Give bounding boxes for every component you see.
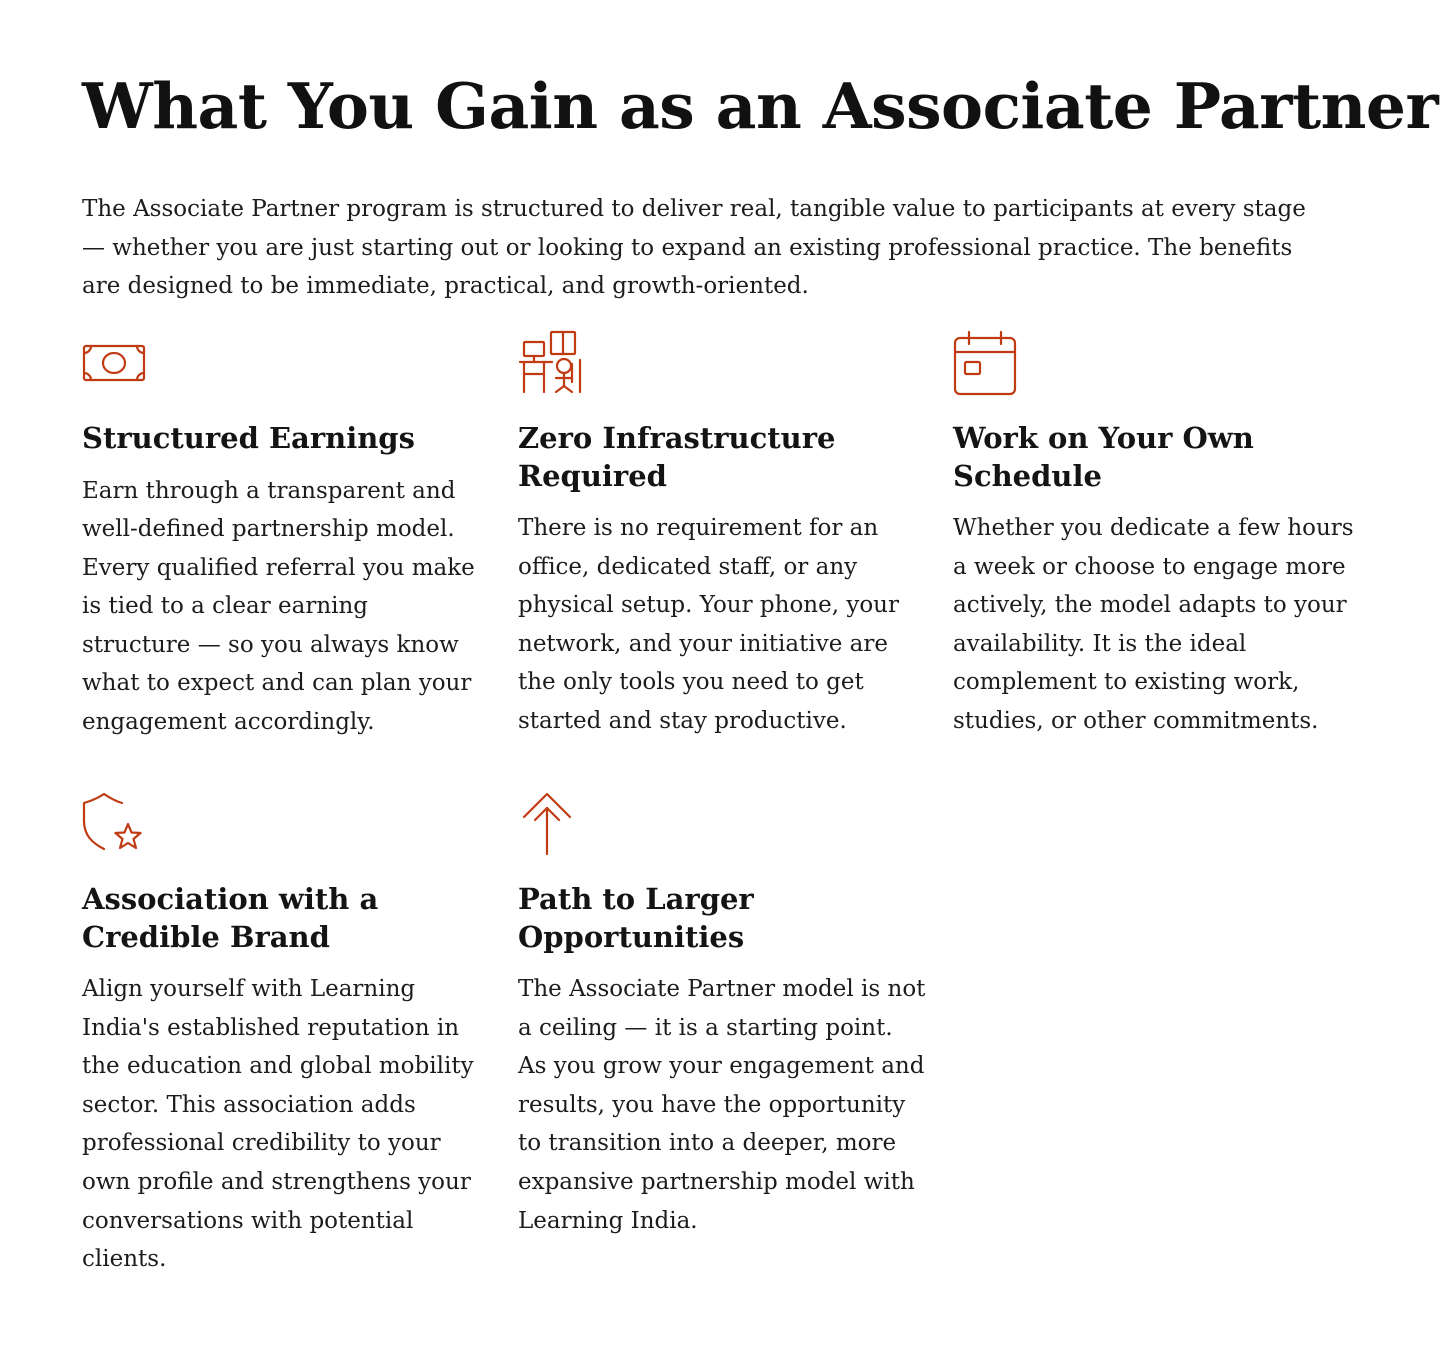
calendar-icon <box>953 330 1019 396</box>
page-title: What You Gain as an Associate Partner <box>82 69 1439 143</box>
benefit-title: Zero Infrastructure Required <box>518 421 836 493</box>
workspace-desk-icon <box>518 330 584 396</box>
intro-paragraph: The Associate Partner program is structured to deliver real, tangible value to participants at every stage — whether you are just starting out or looking to expand an existing professional practice. The benefits are designed to be immediate, practical, and growth-oriented. <box>82 196 1306 299</box>
benefit-description: Whether you dedicate a few hours a week or choose to engage more actively, the model adapts to your availability. It is the ideal complement to existing work, studies, or other commitments. <box>953 515 1354 734</box>
benefit-description: The Associate Partner model is not a ceiling — it is a starting point. As you grow your engagement and results, you have the opportunity to transition into a deeper, more expansive partnership model with Learning India. <box>518 976 926 1234</box>
benefit-title: Structured Earnings <box>82 421 415 455</box>
benefit-title: Path to Larger Opportunities <box>518 882 754 954</box>
benefit-card-zero-infrastructure <box>518 330 918 741</box>
benefit-title: Association with a Credible Brand <box>82 882 379 954</box>
benefit-description: Earn through a transparent and well-defined partnership model. Every qualified referral you make is tied to a clear earning structure — so you always know what to expect and can plan your engagement accordingly. <box>82 477 475 736</box>
benefit-card-structured-earnings <box>82 330 482 742</box>
shield-star-icon <box>82 791 148 857</box>
benefit-description: Align yourself with Learning India's established reputation in the education and global mobility sector. This association adds professional credibility to your own profile and strengthens your conversations with potential clients. <box>82 976 474 1273</box>
benefit-description: There is no requirement for an office, dedicated staff, or any physical setup. Your phone, your network, and your initiative are the only tools you need to get started and stay productive. <box>518 515 899 734</box>
benefit-card-own-schedule <box>953 330 1353 741</box>
benefit-card-credible-brand <box>82 791 482 1279</box>
benefit-title: Work on Your Own Schedule <box>953 421 1254 493</box>
benefit-card-larger-opportunities <box>518 791 926 1240</box>
banknote-icon <box>82 330 148 396</box>
arrow-up-icon <box>518 791 584 857</box>
